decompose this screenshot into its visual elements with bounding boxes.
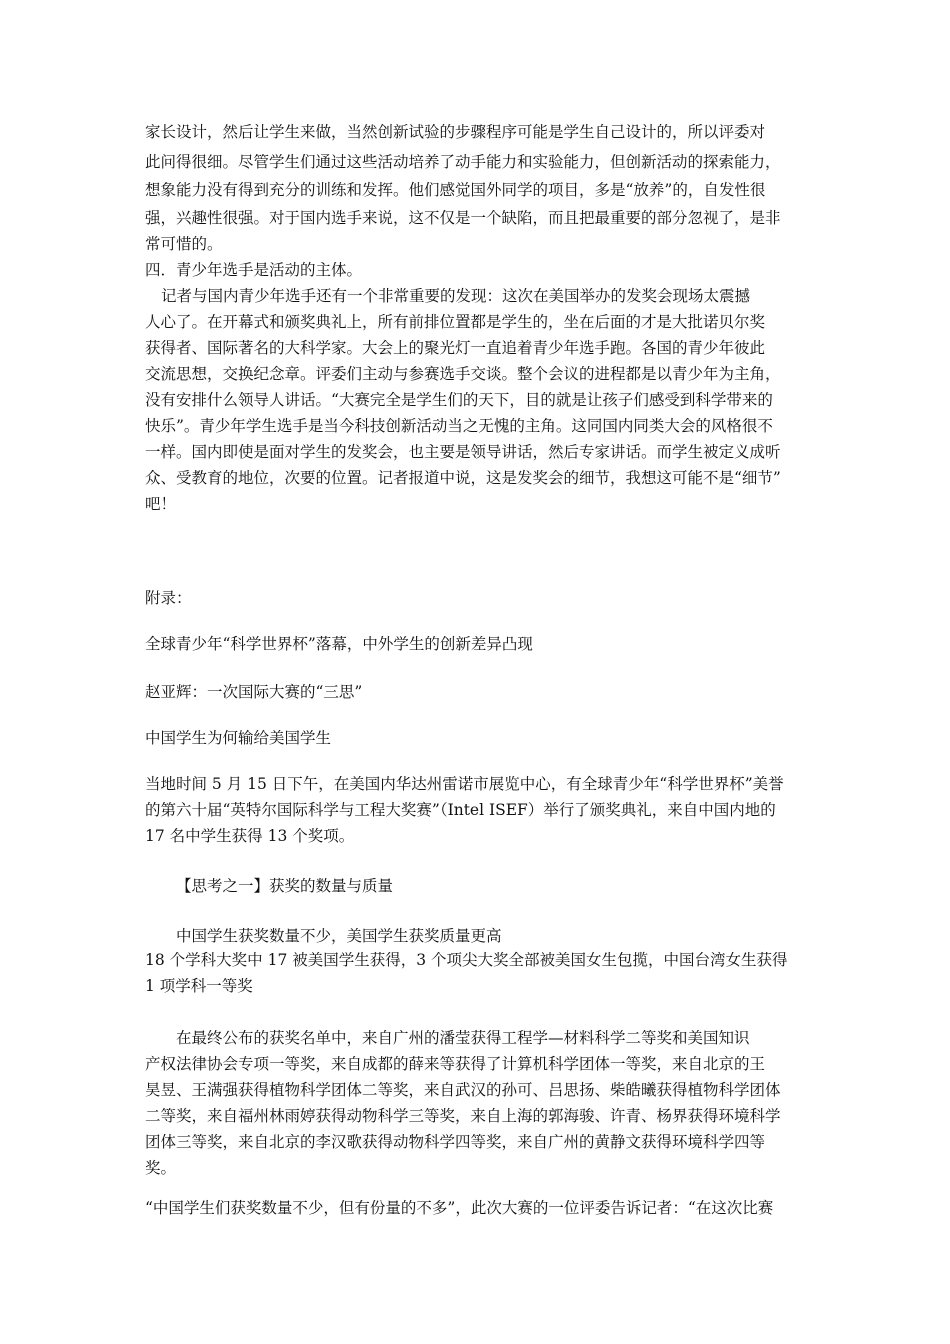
- text-line: 吧！: [145, 495, 177, 513]
- text-line: 常可惜的。: [145, 235, 223, 253]
- text-line: “中国学生们获奖数量不少，但有份量的不多”，此次大赛的一位评委告诉记者：“在这次比赛: [145, 1199, 774, 1217]
- subsection-heading: 【思考之一】获奖的数量与质量: [176, 877, 394, 895]
- summary-line: 中国学生获奖数量不少，美国学生获奖质量更高: [176, 927, 502, 945]
- text-line: 快乐”。青少年学生选手是当今科技创新活动当之无愧的主角。这同国内同类大会的风格很不: [145, 417, 773, 435]
- appendix-title: 中国学生为何输给美国学生: [145, 729, 332, 747]
- text-line: 二等奖，来自福州林雨婷获得动物科学三等奖，来自上海的郭海骏、许青、杨界获得环境科学: [145, 1107, 781, 1125]
- text-line: 昊昱、王满强获得植物科学团体二等奖，来自武汉的孙可、吕思扬、柴皓曦获得植物科学团体: [145, 1081, 781, 1099]
- appendix-label: 附录：: [145, 589, 192, 607]
- text-line: 众、受教育的地位，次要的位置。记者报道中说，这是发奖会的细节，我想这可能不是“细节”: [145, 469, 781, 487]
- text-line: 产权法律协会专项一等奖，来自成都的薛来等获得了计算机科学团体一等奖，来自北京的王: [145, 1055, 766, 1073]
- text-line: 没有安排什么领导人讲话。“大赛完全是学生们的天下，目的就是让孩子们感受到科学带来的: [145, 391, 773, 409]
- text-line: 的第六十届“英特尔国际科学与工程大奖赛”（Intel ISEF）举行了颁奖典礼，来自中国内地的: [145, 801, 776, 819]
- text-line: 18 个学科大奖中 17 被美国学生获得，3 个项尖大奖全部被美国女生包揽，中国台湾女生获得: [145, 951, 788, 969]
- text-line: 当地时间 5 月 15 日下午，在美国内华达州雷诺市展览中心，有全球青少年“科学世界杯”美誉: [145, 775, 784, 793]
- text-line: 奖。: [145, 1159, 177, 1177]
- text-line: 17 名中学生获得 13 个奖项。: [145, 827, 355, 845]
- appendix-title: 全球青少年“科学世界杯”落幕，中外学生的创新差异凸现: [145, 635, 533, 653]
- text-line: 记者与国内青少年选手还有一个非常重要的发现：这次在美国举办的发奖会现场太震撼: [161, 287, 751, 305]
- text-line: 想象能力没有得到充分的训练和发挥。他们感觉国外同学的项目，多是“放养”的，自发性很: [145, 181, 766, 199]
- text-line: 人心了。在开幕式和颁奖典礼上，所有前排位置都是学生的，坐在后面的才是大批诺贝尔奖: [145, 313, 766, 331]
- text-line: 在最终公布的获奖名单中，来自广州的潘莹获得工程学—材料科学二等奖和美国知识: [176, 1029, 750, 1047]
- appendix-title: 赵亚辉：一次国际大赛的“三思”: [145, 683, 363, 701]
- text-line: 团体三等奖，来自北京的李汉歌获得动物科学四等奖，来自广州的黄静文获得环境科学四等: [145, 1133, 766, 1151]
- text-line: 家长设计，然后让学生来做，当然创新试验的步骤程序可能是学生自己设计的，所以评委对: [145, 123, 766, 141]
- text-line: 强，兴趣性很强。对于国内选手来说，这不仅是一个缺陷，而且把最重要的部分忽视了，是非: [145, 209, 781, 227]
- text-line: 1 项学科一等奖: [145, 977, 253, 995]
- text-line: 获得者、国际著名的大科学家。大会上的聚光灯一直追着青少年选手跑。各国的青少年彼此: [145, 339, 766, 357]
- section-heading: 四．青少年选手是活动的主体。: [145, 261, 363, 279]
- text-line: 一样。国内即使是面对学生的发奖会，也主要是领导讲话，然后专家讲话。而学生被定义成听: [145, 443, 781, 461]
- text-line: 此问得很细。尽管学生们通过这些活动培养了动手能力和实验能力，但创新活动的探索能力，: [145, 153, 781, 171]
- text-line: 交流思想，交换纪念章。评委们主动与参赛选手交谈。整个会议的进程都是以青少年为主角，: [145, 365, 781, 383]
